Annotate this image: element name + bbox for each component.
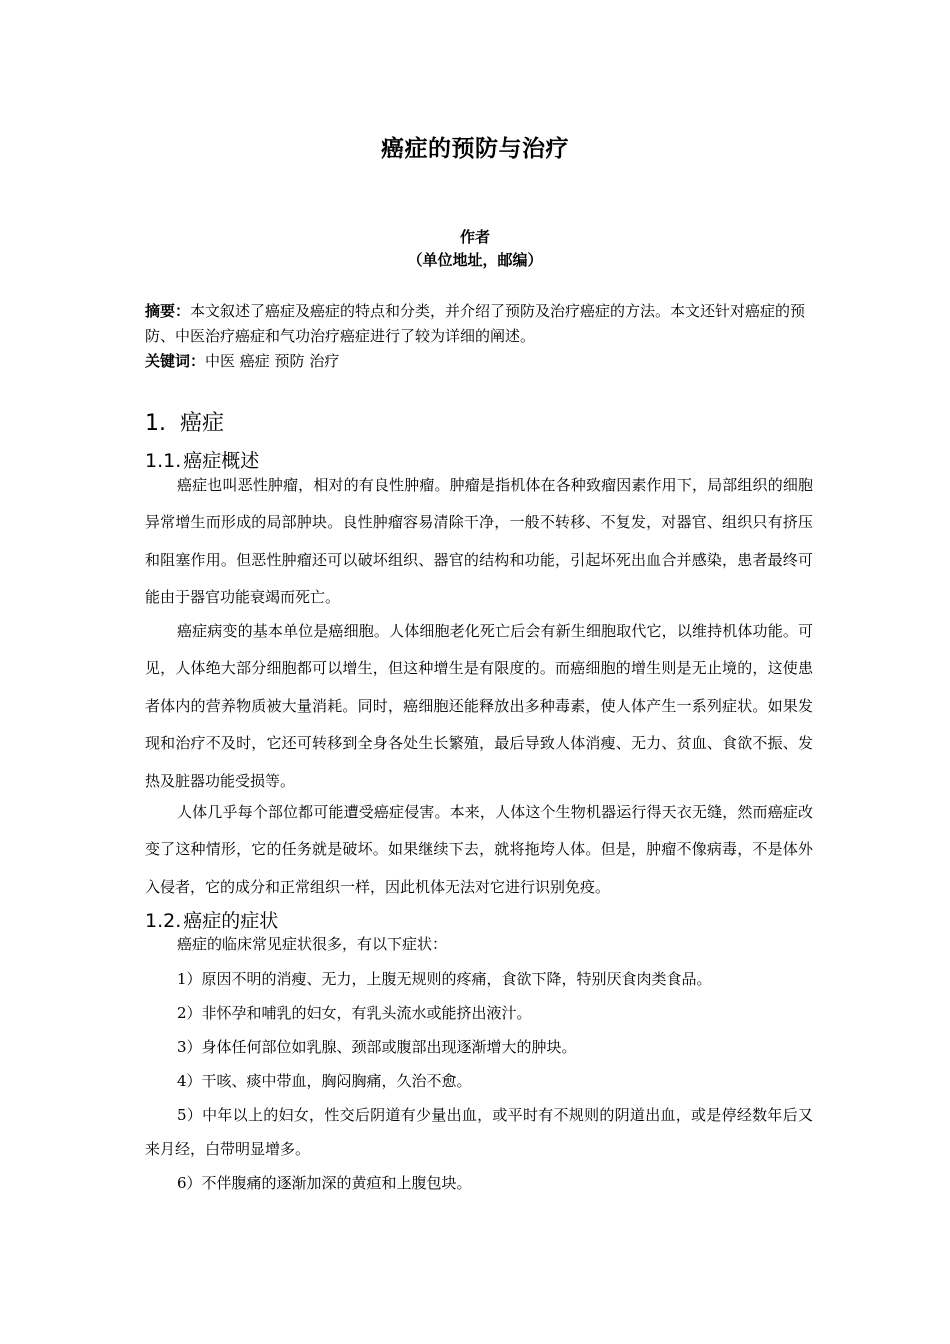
subsection-title: 癌症概述 [183,450,260,472]
symptoms-intro: 癌症的临床常见症状很多，有以下症状： [177,935,448,953]
keywords-text: 中医 癌症 预防 治疗 [205,352,340,370]
section-number: 1. [145,411,166,436]
symptom-item: 5）中年以上的妇女，性交后阴道有少量出血，或平时有不规则的阴道出血，或是停经数年后又来月经，白带明显增多。 [145,1106,813,1158]
abstract-label: 摘要： [145,302,191,320]
subsection-number: 1.2. [145,910,182,932]
author-affiliation: （单位地址，邮编） [407,251,543,269]
symptom-item: 4）干咳、痰中带血，胸闷胸痛，久治不愈。 [177,1072,472,1090]
section-title: 癌症 [180,411,225,436]
keywords [145,349,813,374]
page-title: 癌症的预防与治疗 [381,136,569,162]
symptom-item: 6）不伴腹痛的逐渐加深的黄疸和上腹包块。 [177,1174,472,1192]
symptom-item: 2）非怀孕和哺乳的妇女，有乳头流水或能挤出液汁。 [177,1004,532,1022]
paragraph: 人体几乎每个部位都可能遭受癌症侵害。本来，人体这个生物机器运行得天衣无缝，然而癌症改变了这种情形，它的任务就是破坏。如果继续下去，就将拖垮人体。但是，肿瘤不像病毒，不是体外入侵者，它的成分和正常组织一样，因此机体无法对它进行识别免疫。 [145,803,813,896]
subsection-title: 癌症的症状 [183,910,279,932]
abstract [145,299,813,349]
symptom-item: 3）身体任何部位如乳腺、颈部或腹部出现逐渐增大的肿块。 [177,1038,577,1056]
keywords-label: 关键词： [145,352,206,370]
subsection-number: 1.1. [145,450,182,472]
symptom-item: 1）原因不明的消瘦、无力，上腹无规则的疼痛，食欲下降，特别厌食肉类食品。 [177,970,712,988]
paragraph: 癌症病变的基本单位是癌细胞。人体细胞老化死亡后会有新生细胞取代它，以维持机体功能。可见，人体绝大部分细胞都可以增生，但这种增生是有限度的。而癌细胞的增生则是无止境的，这使患者体内的营养物质被大量消耗。同时，癌细胞还能释放出多种毒素，使人体产生一系列症状。如果发现和治疗不及时，它还可转移到全身各处生长繁殖，最后导致人体消瘦、无力、贫血、食欲不振、发热及脏器功能受损等。 [145,622,813,790]
author-name: 作者 [459,228,490,246]
abstract-text: 本文叙述了癌症及癌症的特点和分类，并介绍了预防及治疗癌症的方法。本文还针对癌症的预防、中医治疗癌症和气功治疗癌症进行了较为详细的阐述。 [145,302,806,345]
section-heading [145,408,224,440]
paragraph: 癌症也叫恶性肿瘤，相对的有良性肿瘤。肿瘤是指机体在各种致瘤因素作用下，局部组织的细胞异常增生而形成的局部肿块。良性肿瘤容易清除干净，一般不转移、不复发，对器官、组织只有挤压和阻塞作用。但恶性肿瘤还可以破坏组织、器官的结构和功能，引起坏死出血合并感染，患者最终可能由于器官功能衰竭而死亡。 [145,476,813,607]
